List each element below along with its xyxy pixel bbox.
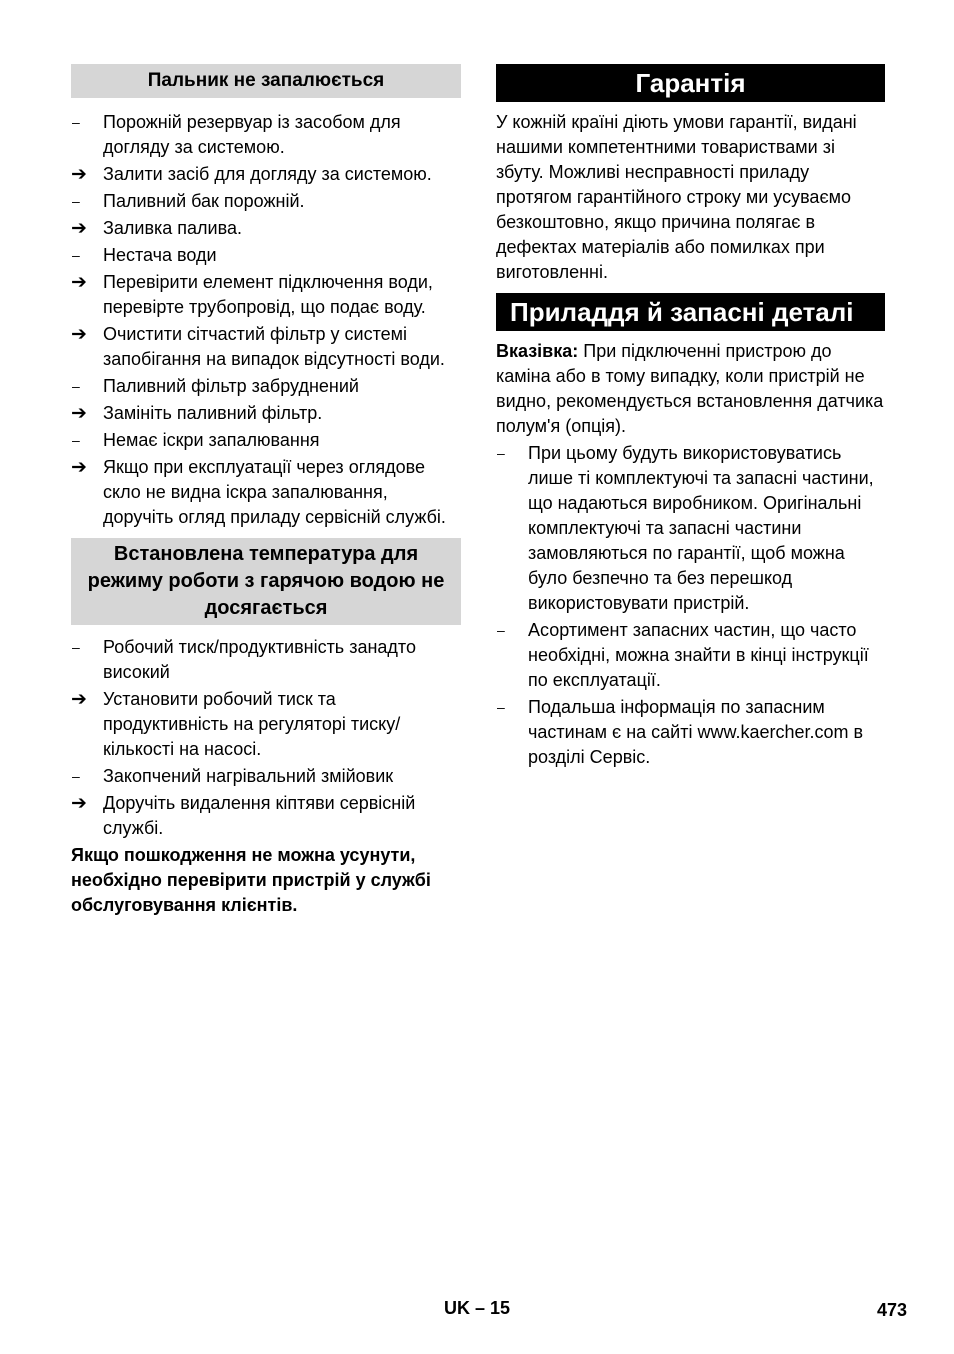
- action-item: [71, 162, 461, 187]
- action-item: [71, 791, 461, 841]
- action-item: [71, 401, 461, 426]
- accessories-note: [496, 339, 885, 439]
- action-item: [71, 455, 461, 530]
- page-number: 473: [877, 1300, 908, 1320]
- cause-item: [71, 110, 461, 160]
- item-text: Паливний бак порожній.: [103, 191, 305, 211]
- accessories-list: [496, 441, 885, 770]
- left-column: [71, 64, 461, 918]
- action-item: [71, 687, 461, 762]
- cause-item: [496, 695, 885, 770]
- action-item: [71, 322, 461, 372]
- arrow-icon: ➔: [71, 457, 87, 478]
- action-item: [71, 216, 461, 241]
- item-text: Замініть паливний фільтр.: [103, 403, 323, 423]
- dash-bullet-icon: –: [72, 193, 80, 209]
- section-heading-temperature: Встановлена температура для режиму роботи з гарячою водою не досягається: [71, 538, 461, 625]
- warranty-heading: Гарантія: [496, 64, 885, 102]
- dash-bullet-icon: –: [72, 768, 80, 784]
- item-text: Перевірити елемент підключення води, перевірте трубопровід, що подає воду.: [103, 272, 433, 317]
- right-column: [496, 64, 885, 772]
- dash-bullet-icon: –: [72, 247, 80, 263]
- section-heading-burner: Пальник не запалюється: [71, 64, 461, 98]
- arrow-icon: ➔: [71, 793, 87, 814]
- dash-bullet-icon: –: [497, 622, 505, 638]
- item-text: Закопчений нагрівальний змійовик: [103, 766, 394, 786]
- dash-bullet-icon: –: [72, 378, 80, 394]
- action-item: [71, 270, 461, 320]
- page-section-label: UK – 15: [443, 1298, 511, 1318]
- note-label: Вказівка:: [496, 341, 579, 361]
- item-text: При цьому будуть використовуватись лише ті комплектуючі та запасні частини, що надаються виробником. Оригінальні комплектуючі та запасні частини замовляються по гарантії, щоб можна було безпечно та без перешкод використовувати пристрій.: [528, 443, 874, 613]
- cause-item: [71, 189, 461, 214]
- cause-item: [496, 441, 885, 616]
- arrow-icon: ➔: [71, 272, 87, 293]
- accessories-heading: Приладдя й запасні деталі: [496, 293, 885, 331]
- item-text: Паливний фільтр забруднений: [103, 376, 359, 396]
- warranty-text: У кожній країні діють умови гарантії, видані нашими компетентними товариствами зі збуту. Можливі несправності приладу протягом гарантійного строку ми усуваємо безкоштовно, якщо причина полягає в дефектах матеріалів або помилках при виготовленні.: [496, 112, 857, 282]
- cause-item: [71, 635, 461, 685]
- arrow-icon: ➔: [71, 324, 87, 345]
- arrow-icon: ➔: [71, 218, 87, 239]
- item-text: Установити робочий тиск та продуктивність на регуляторі тиску/кількості на насосі.: [103, 689, 401, 759]
- cause-item: [71, 374, 461, 399]
- arrow-icon: ➔: [71, 403, 87, 424]
- dash-bullet-icon: –: [72, 639, 80, 655]
- burner-troubleshooting-list: [71, 110, 461, 530]
- item-text: Робочий тиск/продуктивність занадто високий: [103, 637, 416, 682]
- item-text: Доручіть видалення кіптяви сервісній службі.: [103, 793, 416, 838]
- service-note: Якщо пошкодження не можна усунути, необхідно перевірити пристрій у службі обслуговування клієнтів.: [71, 845, 431, 915]
- item-text: Залити засіб для догляду за системою.: [103, 164, 432, 184]
- dash-bullet-icon: –: [72, 432, 80, 448]
- item-text: Асортимент запасних частин, що часто необхідні, можна знайти в кінці інструкції по експлуатації.: [528, 620, 869, 690]
- temperature-troubleshooting-list: [71, 635, 461, 841]
- cause-item: [71, 428, 461, 453]
- dash-bullet-icon: –: [72, 114, 80, 130]
- item-text: Заливка палива.: [103, 218, 242, 238]
- arrow-icon: ➔: [71, 164, 87, 185]
- item-text: Нестача води: [103, 245, 217, 265]
- item-text: Порожній резервуар із засобом для догляду за системою.: [103, 112, 401, 157]
- item-text: Якщо при експлуатації через оглядове скло не видна іскра запалювання, доручіть огляд приладу сервісній службі.: [103, 457, 446, 527]
- item-text: Подальша інформація по запасним частинам є на сайті www.kaercher.com в розділі Сервіс.: [528, 697, 864, 767]
- item-text: Очистити сітчастий фільтр у системі запобігання на випадок відсутності води.: [103, 324, 445, 369]
- note-text: При підключенні пристрою до каміна або в тому випадку, коли пристрій не видно, рекомендується встановлення датчика полум'я (опція).: [496, 341, 884, 436]
- cause-item: [496, 618, 885, 693]
- cause-item: [71, 764, 461, 789]
- cause-item: [71, 243, 461, 268]
- arrow-icon: ➔: [71, 689, 87, 710]
- dash-bullet-icon: –: [497, 445, 505, 461]
- item-text: Немає іскри запалювання: [103, 430, 320, 450]
- dash-bullet-icon: –: [497, 699, 505, 715]
